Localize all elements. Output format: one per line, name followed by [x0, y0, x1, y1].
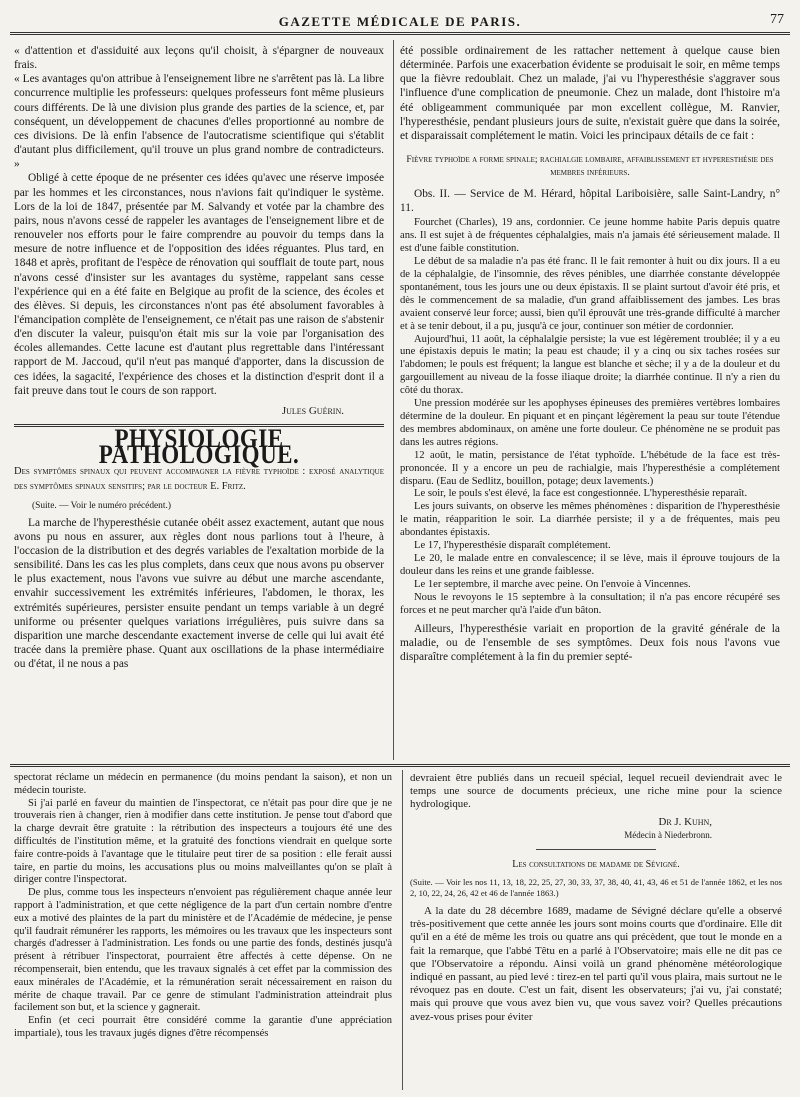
case-paragraph: Les jours suivants, on observe les mêmes phénomènes : disparition de l'hyperesthésie le matin, réapparition le soir. La diarrhée persiste; il y a de fréquentes, mais peu abondantes épistaxis. — [400, 501, 780, 539]
case-paragraph: Le 20, le malade entre en convalescence; il se lève, mais il éprouve toujours de la douleur dans les reins et une grande faiblesse. — [400, 552, 780, 577]
body-paragraph: devraient être publiés dans un recueil spécial, lequel recueil deviendrait avec le temps une source de documents précieux, une riche mine pour la science hydrologique. — [410, 772, 782, 811]
journal-title: GAZETTE MÉDICALE DE PARIS. — [278, 14, 522, 29]
page-number: 77 — [770, 12, 784, 27]
body-paragraph: La marche de l'hyperesthésie cutanée obéit assez exactement, autant que nous avons pu nous en assurer, aux règles dont nous parlions tout à l'heure, à l'occasion de la distribution et des degrés variables de l'exaltation morbide de la sensibilité. Dans les cas les plus complets, dans ceux que nous avons pu observer le plus exactement, nous l'avons vue suivre au début une marche ascendante, envahir successivement les extrémités inférieures, l'abdomen, le thorax, les extrémités supérieures, persister ensuite pendant un temps variable à un degré uniforme ou présenter quelques variations irrégulières, puis suivre dans sa disparition une marche descendante exactement inverse de celle qui lui avait été tracée dans la première phase. Quant aux oscillations de la phase intermédiaire ou d'état, il ne nous a pas — [14, 516, 384, 671]
body-paragraph: Ailleurs, l'hyperesthésie variait en proportion de la gravité générale de la maladie, ou de l'ensemble de ses symptômes. Deux fois nous l'avons vue disparaître complétement à la fin du premier septé- — [400, 622, 780, 663]
suite-note: (Suite. — Voir les nos 11, 13, 18, 22, 25, 27, 30, 33, 37, 38, 40, 41, 43, 46 et 51 de l'année 1862, et les nos 2, 10, 22, 24, 26, 42 et 46 de l'année 1863.) — [410, 877, 782, 899]
body-paragraph: Enfin (et ceci pourrait être considéré comme la garantie d'une appréciation impartiale), tous les travaux jugés dignes d'être récompensés — [14, 1015, 392, 1039]
page-header — [10, 6, 790, 35]
article-subtitle: Des symptômes spinaux qui peuvent accompagner la fièvre typhoïde : exposé analytique des symptômes spinaux sensitifs; par le docteur E. Fritz. — [14, 466, 384, 492]
section-heading: PHYSIOLOGIE PATHOLOGIQUE. — [98, 424, 300, 470]
author-signature: Jules Guérin. — [281, 404, 344, 417]
observation-header: Obs. II. — Service de M. Hérard, hôpital Lariboisière, salle Saint-Landry, n° 11. — [400, 188, 780, 215]
column-rule — [402, 770, 403, 1090]
body-paragraph: spectorat réclame un médecin en permanence (du moins pendant la saison), et non un médecin touriste. — [14, 772, 392, 796]
case-paragraph: Nous le revoyons le 15 septembre à la consultation; il n'a pas encore récupéré ses forces et ne peut marcher qu'à l'aide d'un bâton. — [400, 591, 780, 616]
case-paragraph: 12 août, le matin, persistance de l'état typhoïde. L'hébétude de la face est très-prononcée. Il y a encore un peu de rachialgie, mais l'hyperesthésie a complétement disparu. (Eau de Sedlitz, bouillon, potage; deux lavements.) — [400, 449, 780, 487]
quote-block — [14, 44, 384, 171]
case-title: Fièvre typhoïde a forme spinale; rachialgie lombaire, affaiblissement et hyperesthésie des membres inférieurs. — [406, 154, 774, 179]
author-signature: Dr J. Kuhn, — [658, 815, 712, 828]
page-divider — [10, 764, 790, 767]
case-paragraph: Le début de sa maladie n'a pas été franc. Il le fait remonter à huit ou dix jours. Il a eu de la céphalalgie, de l'insomnie, des rêves pénibles, une diarrhée constante développée spontanément, tous les jours une ou deux épistaxis. Il se plaint surtout d'avoir été pris, et dès le commencement de sa maladie, d'un grand affaiblissement des jambes. Les bras avaient conservé leur force; aussi, bien qu'il éprouvât une très-grande difficulté à marcher et à se tenir debout, il a pu, jusqu'à ce jour, continuer son métier de cordonnier. — [400, 256, 780, 332]
case-paragraph: Une pression modérée sur les apophyses épineuses des premières vertèbres lombaires détermine de la douleur. En piquant et en pinçant légèrement la peau sur toute l'étendue des membres abdominaux, on amène une forte douleur. Ce phénomène ne se produit pas dans les autres régions. — [400, 398, 780, 448]
case-paragraph: Le 1er septembre, il marche avec peine. On l'envoie à Vincennes. — [414, 578, 691, 590]
bottom-left-column — [14, 772, 392, 1041]
quote-paragraph: « d'attention et d'assiduité aux leçons qu'il choisit, à s'épargner de nouveaux frais. — [14, 44, 384, 72]
case-paragraph: Le 17, l'hyperesthésie disparaît complétement. — [414, 540, 611, 552]
suite-note: (Suite. — Voir le numéro précédent.) — [32, 500, 171, 511]
case-paragraph: Le soir, le pouls s'est élevé, la face est congestionnée. L'hyperesthésie reparaît. — [414, 488, 748, 500]
body-paragraph: Si j'ai parlé en faveur du maintien de l'inspectorat, ce n'était pas pour dire que je ne trouverais rien à changer, rien à modifier dans cette institution. Je pense tout d'abord que la charge devrait être gratuite : la rétribution des inspecteurs a toujours été une des difficultés de l'institution même, et la gratuité des fonctions viendrait en quelque sorte faire contre-poids à l'avantage que le titulaire peut tirer de sa position : elle ferait aussi taire, en partie du moins, les accusations plus ou moins malveillantes qu'on se plaît à diriger contre l'inspectorat. — [14, 797, 392, 886]
case-paragraph: Aujourd'hui, 11 août, la céphalalgie persiste; la vue est légèrement troublée; il y a eu une épistaxis depuis le matin; la peau est chaude; il y a cinq ou six taches rosées sur l'abdomen; le pouls est fréquent; la langue est blanche et sèche; il y a de la douleur et du gargouillement au niveau de la fosse iliaque droite; la diarrhée continue. Il n'y a rien du côté du thorax. — [400, 333, 780, 397]
body-paragraph: Obligé à cette époque de ne présenter ces idées qu'avec une réserve imposée par les hommes et les circonstances, nous n'avions fait qu'indiquer le système. Lors de la loi de 1847, présentée par M. Salvandy et votée par la chambre des pairs, nous n'avons cessé de rappeler les avantages de l'enseignement libre et de renouveler nos efforts pour le faire comprendre au pouvoir du temps dans la mesure de notre influence et de l'opposition des idées réguantes. Plus tard, en 1848 et après, profitant de l'espèce de rénovation qui soufflait de toute part, nous n'avons cessé d'insister sur les avantages du système, rappelant sans cesse l'expérience qui en a été faite en Belgique au profit de la science, des écoles et des élèves. Si depuis, les circonstances n'ont pas été absolument favorables à l'émancipation complète de l'enseignement, ce n'était pas une raison de s'abstenir d'en discuter la valeur, puisqu'on était mis sur la voie par l'organisation des écoles allemandes. Cette lacune est d'autant plus regrettable dans l'intéressant rapport de M. Jaccoud, qu'il n'eut pas manqué d'apporter, dans la discussion de ces idées, la sagacité, l'expérience des choses et la distinction d'esprit dont il a fait preuve dans tout le cours de son rapport. — [14, 172, 384, 397]
section-title: Les consultations de madame de Sévigné. — [512, 858, 680, 870]
top-left-column — [14, 44, 384, 671]
body-paragraph: De plus, comme tous les inspecteurs n'envoient pas régulièrement chaque année leur rapport à l'administration, et que cette négligence de la part d'un certain nombre d'entre eux a motivé des plaintes de la part du ministère et de l'Académie de médecine, je pense qu'il faudrait rémunérer les rapports, les mémoires ou les travaux que les inspecteurs sont chargés d'adresser à l'administration. Les fonds ou une partie des fonds, destinés jusqu'à présent à rétribuer l'inspectorat, pourraient être affectés à cette dépense. On ne récompenserait, bien entendu, que les travaux signalés à cet effet par la commission des eaux minérales de l'Académie, et la rémunération serait nécessairement en raison du mérite de chaque travail. Par ce genre de stimulant l'administration atteindrait plus facilement son but, et la science y gagnerait. — [14, 887, 392, 1014]
author-affiliation: Médecin à Niederbronn. — [624, 829, 712, 840]
case-notes — [400, 217, 780, 617]
top-right-column — [400, 44, 780, 664]
section-divider — [536, 849, 656, 850]
column-rule — [393, 40, 394, 760]
case-paragraph: Fourchet (Charles), 19 ans, cordonnier. Ce jeune homme habite Paris depuis quatre ans. Il est sujet à de fréquentes céphalalgies, mais n'a jamais été sérieusement malade. Il est d'une faible constitution. — [400, 217, 780, 255]
quote-paragraph: « Les avantages qu'on attribue à l'enseignement libre ne s'arrêtent pas là. La libre concurrence multiplie les professeurs: quelques professeurs font même plusieurs cours différents. De là une division plus grande des parties de la science, et, par conséquent, un développement de chacunes d'elles proportionné au nombre de ces divisions. De là enfin l'absence de l'autocratisme scientifique qui s'établit d'autant plus difficilement, qu'il trouve un plus grand nombre de contradicteurs. » — [14, 72, 384, 171]
body-paragraph: été possible ordinairement de les rattacher nettement à quelque cause bien déterminée. Parfois une exacerbation évidente se produisait le soir, en même temps que la fièvre redoublait. Chez un malade, j'ai vu l'hyperesthésie s'aggraver sous l'influence d'une complication de pneumonie. Chez un malade, dont l'histoire m'a été obligeamment communiquée par mon excellent collègue, M. Ranvier, l'hyperesthésie, pendant plusieurs jours de suite, n'existait guère que dans la soirée, et disparaissait complétement le matin. Voici les principaux détails de ce fait : — [400, 45, 780, 142]
body-paragraph: A la date du 28 décembre 1689, madame de Sévigné déclare qu'elle a observé très-positivement que cette année les jours sont moins courts que d'ordinaire. Elle dit qu'il en a été de même les trois ou quatre ans qui précèdent, que tout le monde en a fait la remarque, que l'abbé Têtu en a parlé à l'Observatoire; mais elle ne dit pas ce que l'Observatoire a répondu. Ainsi voilà un grand phénomène météorologique indiqué en passant, au pied levé : tirez-en tel parti qu'il vous plaira, mais surtout ne le révoquez pas en doute. C'est un fait, disent les observateurs; j'ai vu, j'ai constaté; mais qui prouve que vous avez bien vu, que vous savez voir? Quelles précautions avez-vous prises pour éviter — [410, 905, 782, 1023]
bottom-right-column — [410, 772, 782, 1024]
